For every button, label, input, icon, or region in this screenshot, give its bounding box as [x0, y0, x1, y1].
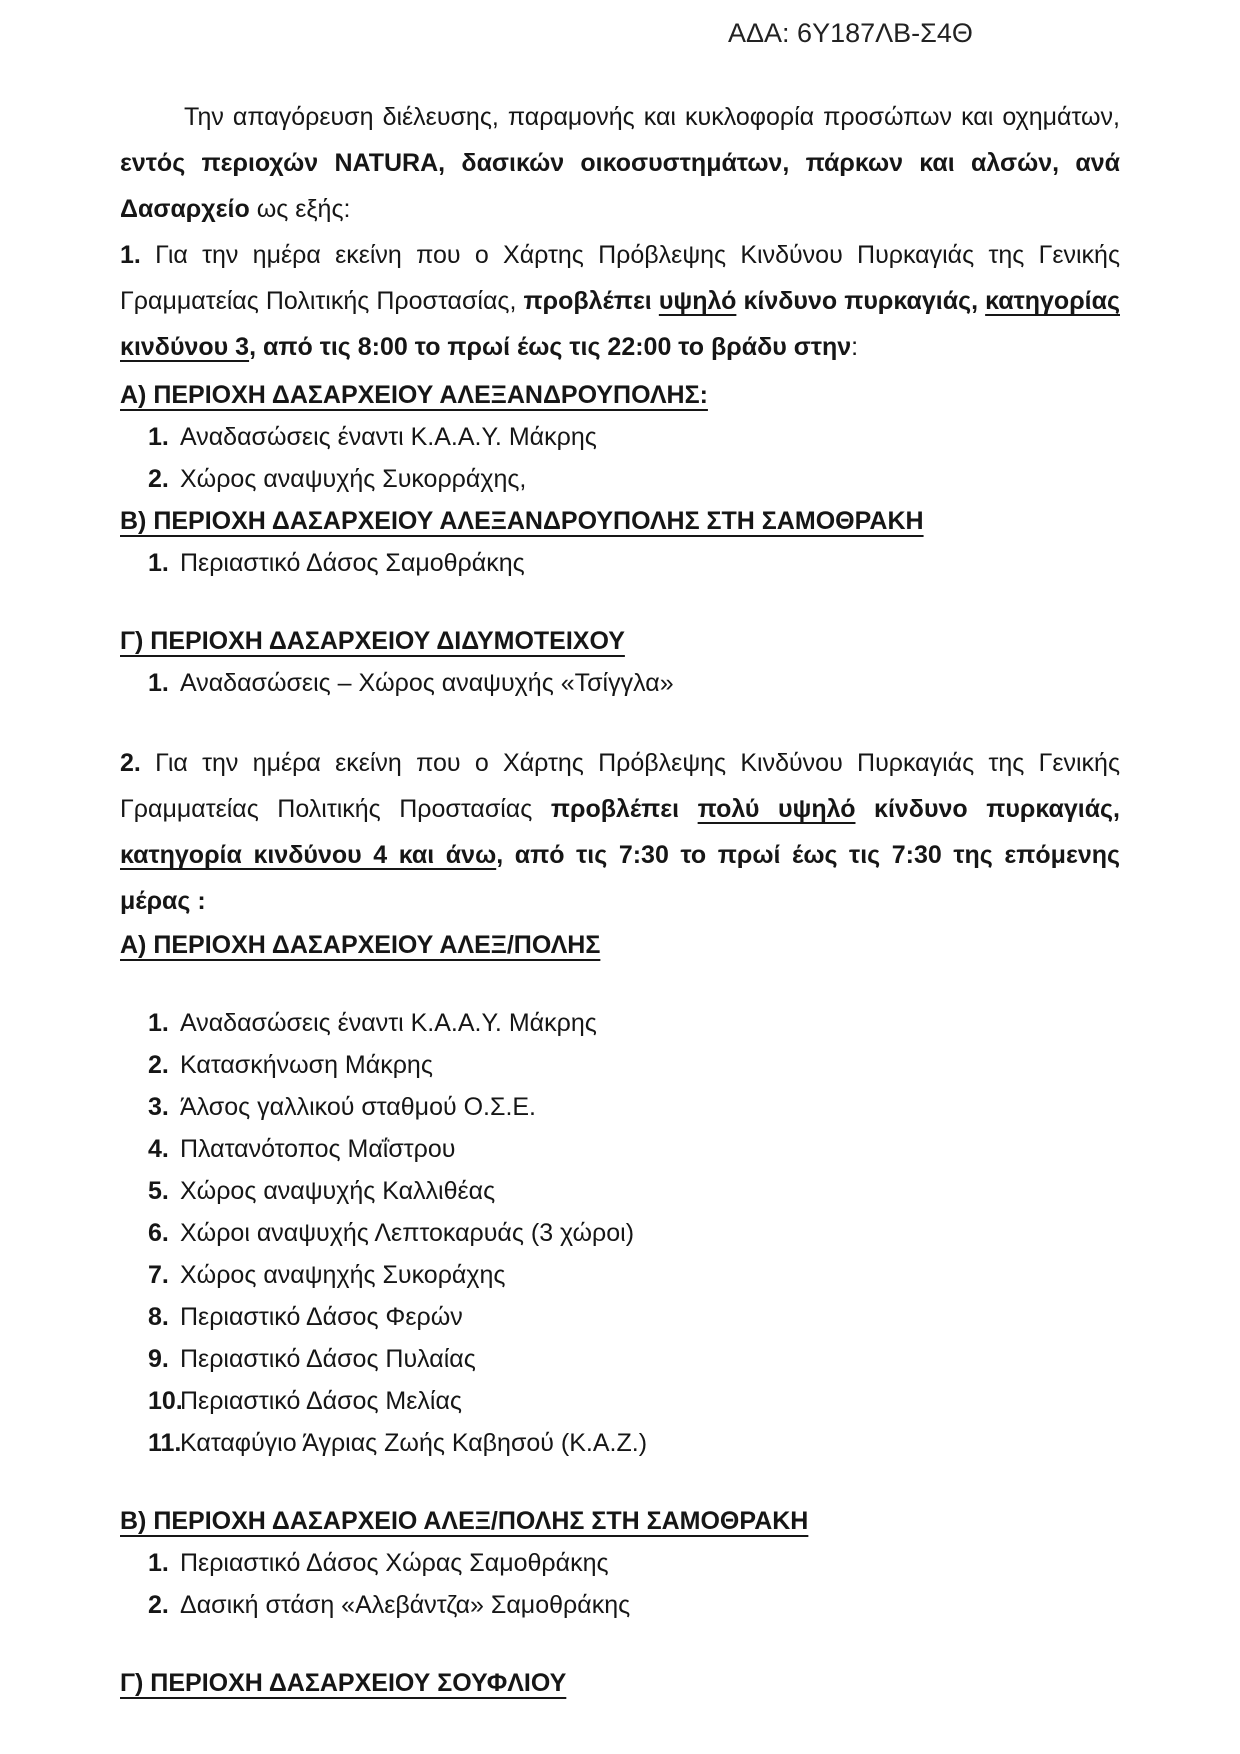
case-2-bold-2: κίνδυνο πυρκαγιάς,: [855, 795, 1121, 823]
item-text: Αναδασώσεις έναντι Κ.Α.Α.Υ. Μάκρης: [180, 1009, 597, 1037]
item-text: Περιαστικό Δάσος Φερών: [180, 1303, 463, 1331]
item-text: Χώρος αναψυχής Καλλιθέας: [180, 1177, 496, 1205]
list-item: [120, 1170, 1120, 1212]
section-heading-2a: Α) ΠΕΡΙΟΧΗ ΔΑΣΑΡΧΕΙΟΥ ΑΛΕΞ/ΠΟΛΗΣ: [120, 931, 601, 959]
item-text: Περιαστικό Δάσος Πυλαίας: [180, 1345, 476, 1373]
case-2-underlined-1: πολύ υψηλό: [697, 795, 856, 823]
list-item: [120, 1212, 1120, 1254]
list-item: [120, 1296, 1120, 1338]
item-number: 2.: [148, 465, 169, 493]
item-number: 1.: [148, 1009, 169, 1037]
case-1-tail: :: [851, 333, 859, 361]
item-number: 7.: [148, 1261, 169, 1289]
list-1b: [120, 542, 1120, 584]
case-1-number: 1.: [120, 241, 141, 269]
case-2-tail: :: [190, 887, 206, 915]
list-item: [120, 1002, 1120, 1044]
case-1-bold-3: , από τις 8:00 το πρωί έως τις 22:00 το βράδυ στην: [249, 333, 852, 361]
item-text: Χώρος αναψυχής Συκορράχης,: [180, 465, 527, 493]
list-1c: [120, 662, 1120, 704]
list-item: [120, 1254, 1120, 1296]
case-1-underlined-1: υψηλό: [658, 287, 737, 315]
item-number: 5.: [148, 1177, 169, 1205]
list-1a: [120, 416, 1120, 500]
list-item: [120, 1380, 1120, 1422]
item-text: Δασική στάση «Αλεβάντζα» Σαμοθράκης: [180, 1591, 631, 1619]
case-1-bold-2: κίνδυνο πυρκαγιάς,: [736, 287, 986, 315]
item-text: Περιαστικό Δάσος Σαμοθράκης: [180, 549, 525, 577]
item-number: 2.: [148, 1051, 169, 1079]
case-2-underlined-2: κατηγορία κινδύνου 4 και άνω: [120, 841, 497, 869]
list-item: [120, 1422, 1120, 1464]
list-item: [120, 416, 1120, 458]
case-2-lead: Για την ημέρα εκείνη που ο Χάρτης Πρόβλεψης Κινδύνου Πυρκαγιάς της Γενικής Γραμματείας Πολιτικής Προστασίας: [120, 749, 1120, 823]
item-number: 4.: [148, 1135, 169, 1163]
section-heading-1a: Α) ΠΕΡΙΟΧΗ ΔΑΣΑΡΧΕΙΟΥ ΑΛΕΞΑΝΔΡΟΥΠΟΛΗΣ:: [120, 381, 708, 409]
case-2-bold-1: προβλέπει: [550, 795, 698, 823]
intro-paragraph: [120, 94, 1120, 232]
item-number: 2.: [148, 1591, 169, 1619]
item-text: Περιαστικό Δάσος Μελίας: [180, 1387, 462, 1415]
list-item: [120, 458, 1120, 500]
item-text: Χώροι αναψυχής Λεπτοκαρυάς (3 χώροι): [180, 1219, 635, 1247]
item-text: Πλατανότοπος Μαΐστρου: [180, 1135, 456, 1163]
section-heading-1b: Β) ΠΕΡΙΟΧΗ ΔΑΣΑΡΧΕΙΟΥ ΑΛΕΞΑΝΔΡΟΥΠΟΛΗΣ ΣΤΗ ΣΑΜΟΘΡΑΚΗ: [120, 507, 924, 535]
item-number: 1.: [148, 549, 169, 577]
item-number: 9.: [148, 1345, 169, 1373]
intro-tail-text: ως εξής:: [249, 195, 351, 223]
list-item: [120, 662, 1120, 704]
section-heading-1c: Γ) ΠΕΡΙΟΧΗ ΔΑΣΑΡΧΕΙΟΥ ΔΙΔΥΜΟΤΕΙΧΟΥ: [120, 627, 625, 655]
item-text: Αναδασώσεις έναντι Κ.Α.Α.Υ. Μάκρης: [180, 423, 597, 451]
item-text: Άλσος γαλλικού σταθμού Ο.Σ.Ε.: [180, 1093, 537, 1121]
item-number: 11.: [148, 1429, 182, 1457]
item-number: 6.: [148, 1219, 169, 1247]
list-item: [120, 1128, 1120, 1170]
item-text: Καταφύγιο Άγριας Ζωής Καβησού (Κ.Α.Ζ.): [180, 1429, 648, 1457]
case-2-number: 2.: [120, 749, 141, 777]
list-item: [120, 542, 1120, 584]
item-number: 10.: [148, 1387, 183, 1415]
item-text: Χώρος αναψηχής Συκοράχης: [180, 1261, 506, 1289]
list-item: [120, 1584, 1120, 1626]
list-2a: [120, 1002, 1120, 1464]
case-1-underlined-2: κατηγορίας κινδύνου 3: [120, 287, 1120, 361]
list-item: [120, 1542, 1120, 1584]
list-2b: [120, 1542, 1120, 1626]
section-heading-2c: Γ) ΠΕΡΙΟΧΗ ΔΑΣΑΡΧΕΙΟΥ ΣΟΥΦΛΙΟΥ: [120, 1669, 567, 1697]
case-1-lead: Για την ημέρα εκείνη που ο Χάρτης Πρόβλεψης Κινδύνου Πυρκαγιάς της Γενικής Γραμματείας Πολιτικής Προστασίας,: [120, 241, 1120, 315]
item-text: Περιαστικό Δάσος Χώρας Σαμοθράκης: [180, 1549, 609, 1577]
list-item: [120, 1044, 1120, 1086]
section-heading-2b: Β) ΠΕΡΙΟΧΗ ΔΑΣΑΡΧΕΙΟ ΑΛΕΞ/ΠΟΛΗΣ ΣΤΗ ΣΑΜΟΘΡΑΚΗ: [120, 1507, 809, 1535]
case-1-paragraph: [120, 232, 1120, 370]
item-number: 1.: [148, 1549, 169, 1577]
intro-bold-text: εντός περιοχών NATURA, δασικών οικοσυστημάτων, πάρκων και αλσών, ανά Δασαρχείο: [120, 149, 1120, 223]
case-1-bold-1: προβλέπει: [523, 287, 659, 315]
item-text: Κατασκήνωση Μάκρης: [180, 1051, 433, 1079]
document-body: [120, 94, 1120, 1704]
item-number: 1.: [148, 669, 169, 697]
list-item: [120, 1338, 1120, 1380]
item-text: Αναδασώσεις – Χώρος αναψυχής «Τσίγγλα»: [180, 669, 674, 697]
intro-text: Την απαγόρευση διέλευσης, παραμονής και κυκλοφορία προσώπων και οχημάτων,: [184, 103, 1120, 131]
item-number: 1.: [148, 423, 169, 451]
case-2-bold-3: , από τις 7:30 το πρωί έως τις 7:30 της επόμενης μέρας: [120, 841, 1121, 915]
ada-registration-stamp: ΑΔΑ: 6Υ187ΛΒ-Σ4Θ: [728, 18, 973, 48]
list-item: [120, 1086, 1120, 1128]
item-number: 3.: [148, 1093, 169, 1121]
item-number: 8.: [148, 1303, 169, 1331]
case-2-paragraph: [120, 740, 1120, 924]
